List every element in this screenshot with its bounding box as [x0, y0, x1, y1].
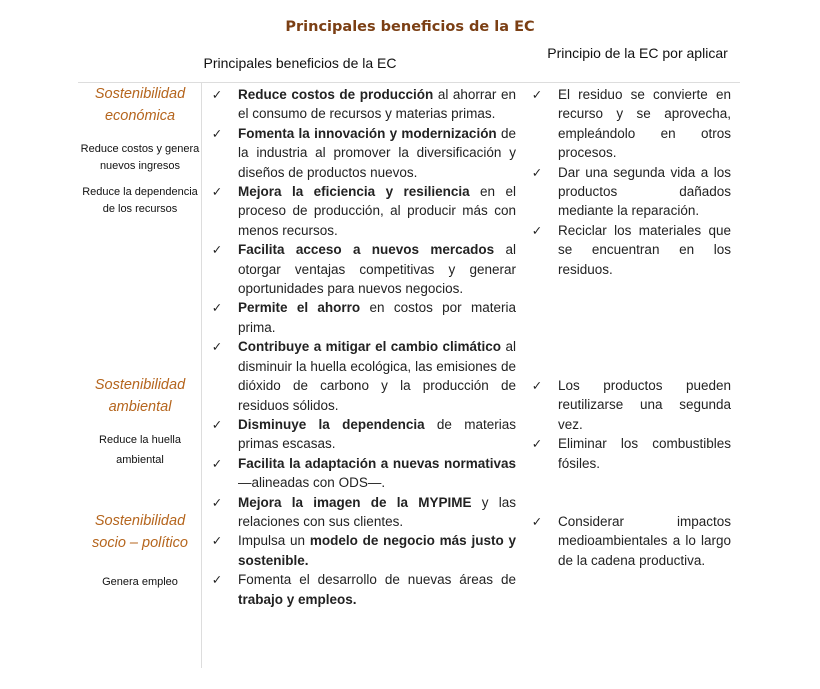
benefit-text: en costos por materia prima. [238, 300, 516, 335]
check-mark-icon: ✓ [211, 125, 223, 141]
check-mark-icon: ✓ [211, 184, 223, 200]
benefit-bold: Disminuye la dependencia [238, 416, 425, 432]
section-sub: Reduce costos y genera nuevos ingresos [80, 143, 200, 172]
list-item [210, 298, 516, 337]
check-mark-icon: ✓ [531, 514, 543, 529]
benefit-text: al otorgar ventajas competitivas y generar oportunidades para nuevos negocios. [238, 242, 516, 297]
section-name: Sostenibilidad ambiental [94, 377, 186, 415]
principle-text: Reciclar los materiales que se encuentran en los residuos. [558, 222, 731, 277]
section-sub: Genera empleo [102, 576, 178, 588]
principle-text: El residuo se convierte en recurso y se aprovecha, empleándolo en otros procesos. [558, 87, 731, 161]
header-principle: Principio de la EC por aplicar [547, 45, 728, 61]
list-item [210, 240, 516, 298]
check-mark-icon: ✓ [211, 533, 223, 549]
principles-group-economic [530, 85, 731, 376]
check-mark-icon: ✓ [211, 300, 223, 316]
principle-text: Dar una segunda vida a los productos dañados mediante la reparación. [558, 164, 731, 219]
benefit-bold: Mejora la imagen de la MYPIME [238, 494, 472, 510]
benefit-bold: Mejora la eficiencia y resiliencia [238, 184, 470, 200]
principle-text: Eliminar los combustibles fósiles. [558, 436, 731, 471]
benefit-text: en el proceso de producción, al producir más con menos recursos. [238, 184, 516, 238]
list-item [210, 182, 516, 240]
check-mark-icon: ✓ [211, 242, 223, 258]
list-item [530, 376, 731, 434]
check-mark-icon: ✓ [211, 339, 223, 355]
check-mark-icon: ✓ [211, 416, 223, 432]
section-label-environmental [80, 374, 200, 470]
principles-group-environmental [530, 376, 731, 512]
list-item [530, 434, 731, 473]
principles-group-socio-political [530, 512, 731, 570]
column-divider [201, 83, 202, 668]
section-sub: Reduce la dependencia de los recursos [82, 186, 198, 215]
list-item [210, 570, 516, 609]
check-mark-icon: ✓ [211, 572, 223, 588]
check-mark-icon: ✓ [211, 87, 223, 102]
list-item [530, 85, 731, 163]
list-item [210, 493, 516, 532]
list-item [210, 531, 516, 570]
list-item [210, 85, 516, 124]
list-item [210, 415, 516, 454]
benefit-bold: Contribuye a mitigar el cambio climático [238, 339, 502, 355]
benefits-column [210, 85, 516, 609]
benefit-text: de materias primas escasas. [238, 416, 516, 452]
benefit-bold: Permite el ahorro [238, 300, 361, 316]
benefit-text: al ahorrar en el consumo de recursos y materias primas. [238, 87, 516, 122]
list-item [210, 454, 516, 493]
table-title: Principales beneficios de la EC [285, 19, 535, 35]
principles-column [530, 85, 731, 570]
section-sub: Reduce la huella ambiental [99, 434, 181, 466]
list-item [210, 124, 516, 182]
principle-text: Considerar impactos medioambientales a lo largo de la cadena productiva. [558, 514, 731, 568]
section-name: Sostenibilidad económica [94, 86, 186, 124]
benefit-text: —alineadas con ODS—. [238, 475, 386, 491]
benefit-text: y las relaciones con sus clientes. [238, 494, 517, 529]
check-mark-icon: ✓ [531, 222, 543, 238]
benefit-bold: trabajo y empleos. [238, 591, 357, 607]
section-label-socio-political [80, 510, 200, 591]
benefit-text: Fomenta el desarrollo de nuevas áreas de [238, 572, 516, 588]
check-mark-icon: ✓ [531, 87, 543, 102]
benefit-bold: Fomenta la innovación y modernización [238, 125, 497, 141]
list-item [530, 163, 731, 221]
check-mark-icon: ✓ [211, 494, 223, 510]
section-label-economic [80, 83, 200, 218]
check-mark-icon: ✓ [211, 455, 223, 471]
benefit-text: de la industria al promover la diversificación y diseños de productos nuevos. [238, 125, 516, 180]
check-mark-icon: ✓ [531, 436, 543, 452]
list-item [210, 337, 516, 415]
benefit-bold: modelo de negocio más justo y sostenible. [238, 533, 516, 568]
header-benefits: Principales beneficios de la EC [203, 55, 397, 71]
check-mark-icon: ✓ [531, 164, 543, 180]
benefit-text: al disminuir la huella ecológica, las emisiones de dióxido de carbono y la producción de residuos sólidos. [238, 339, 516, 413]
list-item [530, 221, 731, 279]
check-mark-icon: ✓ [531, 378, 543, 393]
list-item [530, 512, 731, 570]
benefit-bold: Facilita la adaptación a nuevas normativas [238, 455, 516, 471]
benefit-bold: Facilita acceso a nuevos mercados [238, 242, 495, 258]
benefit-bold: Reduce costos de producción [238, 87, 434, 102]
benefit-text: Impulsa un [238, 533, 310, 549]
section-name: Sostenibilidad socio – político [92, 513, 188, 551]
principle-text: Los productos pueden reutilizarse una segunda vez. [558, 378, 731, 432]
